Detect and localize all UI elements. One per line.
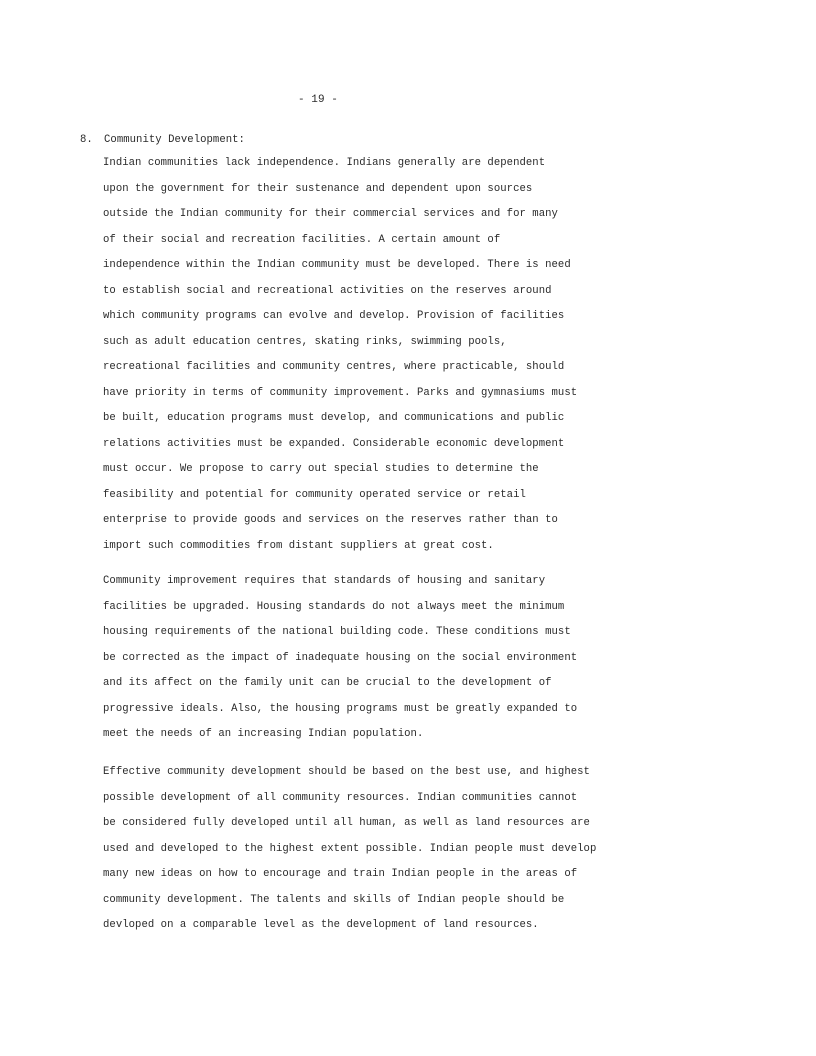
text-line: must occur. We propose to carry out special studies to determine the [103, 463, 539, 475]
section-number: 8. [80, 134, 93, 146]
text-line: independence within the Indian community must be developed. There is need [103, 259, 571, 271]
text-line: many new ideas on how to encourage and train Indian people in the areas of [103, 868, 578, 880]
text-line: upon the government for their sustenance and dependent upon sources [103, 182, 533, 195]
text-line: Community improvement requires that standards of housing and sanitary [103, 575, 546, 587]
text-line: such as adult education centres, skating rinks, swimming pools, [103, 335, 507, 348]
text-line: and its affect on the family unit can be crucial to the development of [103, 677, 552, 689]
text-line: meet the needs of an increasing Indian population. [103, 728, 424, 740]
text-line: have priority in terms of community improvement. Parks and gymnasiums must [103, 386, 578, 399]
text-line: Effective community development should be based on the best use, and highest [103, 766, 590, 778]
paragraph-housing [103, 569, 603, 748]
text-line: relations activities must be expanded. Considerable economic development [103, 437, 565, 450]
text-line: be considered fully developed until all human, as well as land resources are [103, 817, 590, 829]
text-line: facilities be upgraded. Housing standards do not always meet the minimum [103, 600, 565, 613]
text-line: to establish social and recreational activities on the reserves around [103, 284, 552, 297]
section-heading [80, 134, 245, 146]
section-title: Community Development: [104, 134, 245, 146]
text-line: housing requirements of the national building code. These conditions must [103, 626, 571, 638]
text-line: community development. The talents and skills of Indian people should be [103, 893, 565, 906]
text-line: outside the Indian community for their commercial services and for many [103, 208, 558, 220]
paragraph-independence [103, 151, 603, 559]
text-line: progressive ideals. Also, the housing programs must be greatly expanded to [103, 702, 578, 715]
text-line: enterprise to provide goods and services on the reserves rather than to [103, 514, 558, 526]
text-line: recreational facilities and community centres, where practicable, should [103, 361, 565, 373]
text-line: Indian communities lack independence. Indians generally are dependent [103, 157, 546, 169]
text-line: feasibility and potential for community operated service or retail [103, 488, 526, 501]
text-line: import such commodities from distant suppliers at great cost. [103, 539, 494, 552]
text-line: possible development of all community resources. Indian communities cannot [103, 791, 578, 804]
page-number: - 19 - [298, 94, 338, 106]
text-line: of their social and recreation facilities. A certain amount of [103, 233, 501, 246]
paragraph-resources [103, 760, 603, 939]
text-line: devloped on a comparable level as the development of land resources. [103, 919, 539, 931]
text-line: be corrected as the impact of inadequate housing on the social environment [103, 651, 578, 664]
text-line: be built, education programs must develop, and communications and public [103, 412, 565, 424]
text-line: used and developed to the highest extent possible. Indian people must develop [103, 842, 597, 855]
text-line: which community programs can evolve and develop. Provision of facilities [103, 310, 565, 322]
